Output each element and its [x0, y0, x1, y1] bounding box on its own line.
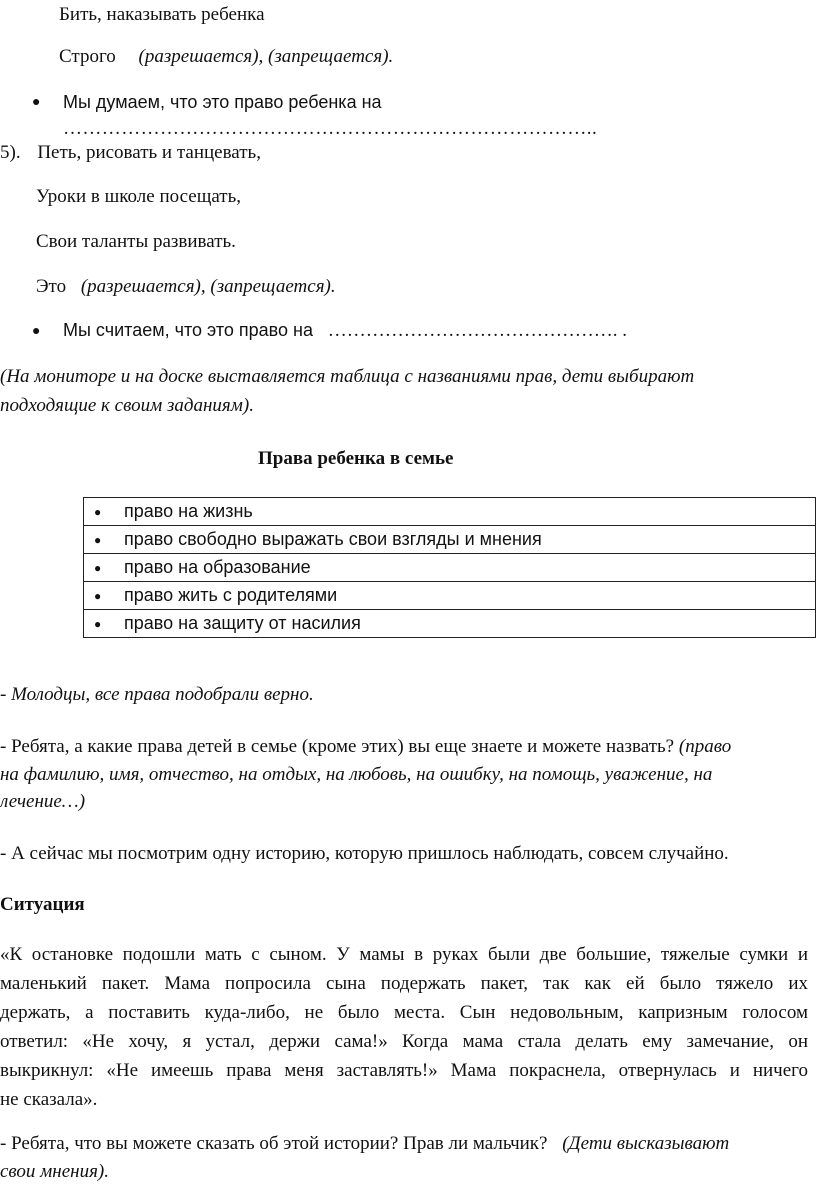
- block5-line2: Уроки в школе посещать,: [36, 186, 241, 207]
- question-prefix: - Ребята, а какие права детей в семье (кроме этих) вы еще знаете и можете назвать?: [0, 736, 675, 757]
- bullet-dot-icon: ●: [94, 589, 102, 604]
- table-row: [84, 582, 816, 610]
- rights-table: [83, 497, 816, 638]
- block4-dots-line: ………………………………………………………………………..: [63, 118, 598, 139]
- question-line1: [0, 736, 731, 759]
- well-done-remark: - Молодцы, все права подобрали верно.: [0, 684, 314, 705]
- closing-line1: [0, 1133, 729, 1156]
- closing-prefix: - Ребята, что вы можете сказать об этой истории? Прав ли мальчик?: [0, 1133, 548, 1154]
- situation-line: держать, а поставить куда-либо, не было места. Сын недовольным, капризным голосом: [0, 1002, 808, 1023]
- right-label: право свободно выражать свои взгляды и мнения: [124, 529, 542, 549]
- right-label: право жить с родителями: [124, 585, 338, 605]
- block4-bullet-text: Мы думаем, что это право ребенка на: [63, 92, 382, 112]
- bullet-dot-icon: ●: [94, 561, 102, 576]
- table-cell: [84, 610, 816, 638]
- table-cell: [84, 526, 816, 554]
- block5-line4-options: (разрешается), (запрещается).: [80, 276, 336, 297]
- question-answer-2: на фамилию, имя, отчество, на отдых, на любовь, на ошибку, на помощь, уважение, на: [0, 764, 713, 785]
- block4-line2-options: (разрешается), (запрещается).: [138, 46, 394, 67]
- right-label: право на образование: [124, 557, 311, 577]
- bullet-dot-icon: ●: [94, 617, 102, 632]
- situation-paragraph: [0, 940, 808, 1114]
- situation-line: «К остановке подошли мать с сыном. У мамы в руках были две большие, тяжелые сумки и: [0, 944, 808, 965]
- table-title: Права ребенка в семье: [258, 448, 454, 469]
- block5-line1-text: Петь, рисовать и танцевать,: [37, 142, 261, 163]
- situation-line: выкрикнул: «Не имеешь права меня заставлять!» Мама покраснела, отвернулась и ничего: [0, 1060, 808, 1081]
- bullet-dot-icon: ●: [94, 533, 102, 548]
- bullet-dot-icon: ●: [94, 505, 102, 520]
- bullet-dot-icon: ●: [32, 324, 41, 339]
- situation-line: маленький пакет. Мама попросила сына подержать пакет, так как ей было тяжело их: [0, 973, 808, 994]
- block4-line2: [59, 46, 393, 69]
- block5-number: 5).: [0, 142, 21, 163]
- table-row: [84, 610, 816, 638]
- table-row: [84, 498, 816, 526]
- question-answer-1: (право: [678, 736, 732, 757]
- block5-line1: [0, 142, 261, 165]
- situation-last-line: не сказала».: [0, 1089, 98, 1110]
- situation-line: ответил: «Не хочу, я устал, держи сама!» Когда мама стала делать ему замечание, он: [0, 1031, 808, 1052]
- story-intro: - А сейчас мы посмотрим одну историю, которую пришлось наблюдать, совсем случайно.: [0, 843, 729, 864]
- closing-answer-2: свои мнения).: [0, 1161, 109, 1182]
- question-answer-3: лечение…): [0, 791, 86, 812]
- block5-line4-prefix: Это: [36, 276, 67, 297]
- table-cell: [84, 554, 816, 582]
- closing-answer-1: (Дети высказывают: [562, 1133, 730, 1154]
- block5-bullet-text: Мы считаем, что это право на: [63, 320, 313, 340]
- situation-heading: Ситуация: [0, 894, 85, 915]
- table-cell: [84, 582, 816, 610]
- block5-bullet-dots: ………………………………………. .: [327, 320, 627, 341]
- block5-bullet: [63, 320, 627, 343]
- block4-line1-text: Бить, наказывать ребенка: [59, 4, 265, 25]
- bullet-dot-icon: ●: [32, 95, 41, 110]
- instruction-line2: подходящие к своим заданиям).: [0, 395, 254, 416]
- table-row: [84, 526, 816, 554]
- right-label: право на защиту от насилия: [124, 613, 361, 633]
- block4-line2-prefix: Строго: [59, 46, 116, 67]
- block4-line1: [59, 4, 265, 27]
- block5-line3: Свои таланты развивать.: [36, 231, 236, 252]
- right-label: право на жизнь: [124, 501, 253, 521]
- table-row: [84, 554, 816, 582]
- block5-line4: [36, 276, 336, 299]
- table-cell: [84, 498, 816, 526]
- instruction-line1: (На мониторе и на доске выставляется таблица с названиями прав, дети выбирают: [0, 366, 695, 387]
